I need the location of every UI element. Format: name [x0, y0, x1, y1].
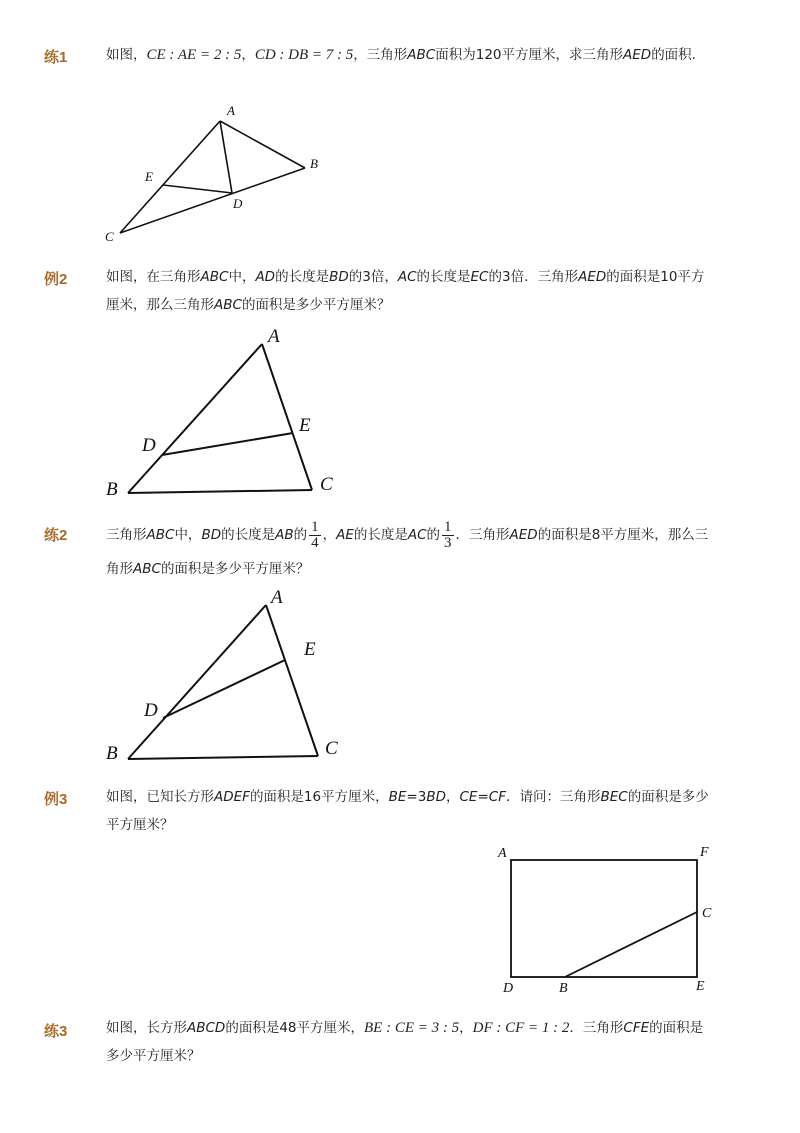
fig4-label-a: A: [498, 846, 507, 861]
fig2-label-b: B: [106, 479, 118, 500]
fig1-label-c: C: [105, 229, 114, 244]
figure-li3: [511, 860, 697, 977]
fig4-label-e: E: [696, 979, 705, 994]
problem-text-li2: 如图，在三角形ABC中，AD的长度是BD的3倍，AC的长度是EC的3倍．三角形AED的面积是10平方厘米，那么三角形ABC的面积是多少平方厘米？: [106, 269, 705, 313]
fraction-one-quarter: $\frac{1}{4}$: [311, 518, 319, 551]
fig1-label-a: A: [227, 103, 235, 118]
fig2-label-a: A: [268, 326, 280, 347]
fraction-one-third: $\frac{1}{3}$: [444, 518, 452, 551]
fig4-label-f: F: [700, 845, 709, 860]
problem-label-li3: 例3: [44, 791, 68, 808]
fig3-label-c: C: [325, 738, 338, 759]
fig2-label-e: E: [299, 415, 311, 436]
fig3-label-d: D: [144, 700, 158, 721]
fig3-label-e: E: [304, 639, 316, 660]
problem-text-lian2: 三角形ABC中，BD的长度是AB的 $\frac{1}{4}$ ，AE的长度是AC的 $\frac{1}{3}$ ．三角形AED的面积是8平方厘米，那么三角形ABC的面积是多少平方厘米？: [106, 518, 709, 577]
fig4-label-d: D: [503, 981, 514, 996]
fig1-label-e: E: [145, 169, 153, 184]
problem-label-li2: 例2: [44, 271, 68, 288]
figure-lian2: [128, 605, 318, 759]
fig1-label-d: D: [233, 196, 243, 211]
problem-text-lian1: 如图，CE : AE = 2 : 5，CD : DB = 7 : 5，三角形ABC面积为120平方厘米，求三角形AED的面积．: [106, 47, 706, 63]
fig1-label-b: B: [310, 156, 318, 171]
fig4-label-b: B: [559, 981, 568, 996]
fig3-label-b: B: [106, 743, 118, 764]
problem-label-lian3: 练3: [44, 1023, 68, 1040]
problem-text-lian3: 如图，长方形ABCD的面积是48平方厘米，BE : CE = 3 : 5，DF : CF = 1 : 2．三角形CFE的面积是多少平方厘米？: [106, 1020, 704, 1064]
figure-li2: [128, 344, 312, 493]
problem-text-li3: 如图，已知长方形ADEF的面积是16平方厘米，BE=3BD，CE=CF．请问：三角形BEC的面积是多少平方厘米？: [106, 789, 709, 833]
fig4-label-c: C: [702, 906, 712, 921]
fig2-label-c: C: [320, 474, 333, 495]
problem-label-lian1: 练1: [44, 49, 68, 66]
fig3-label-a: A: [271, 587, 283, 608]
fig2-label-d: D: [142, 435, 156, 456]
problem-label-lian2: 练2: [44, 527, 68, 544]
